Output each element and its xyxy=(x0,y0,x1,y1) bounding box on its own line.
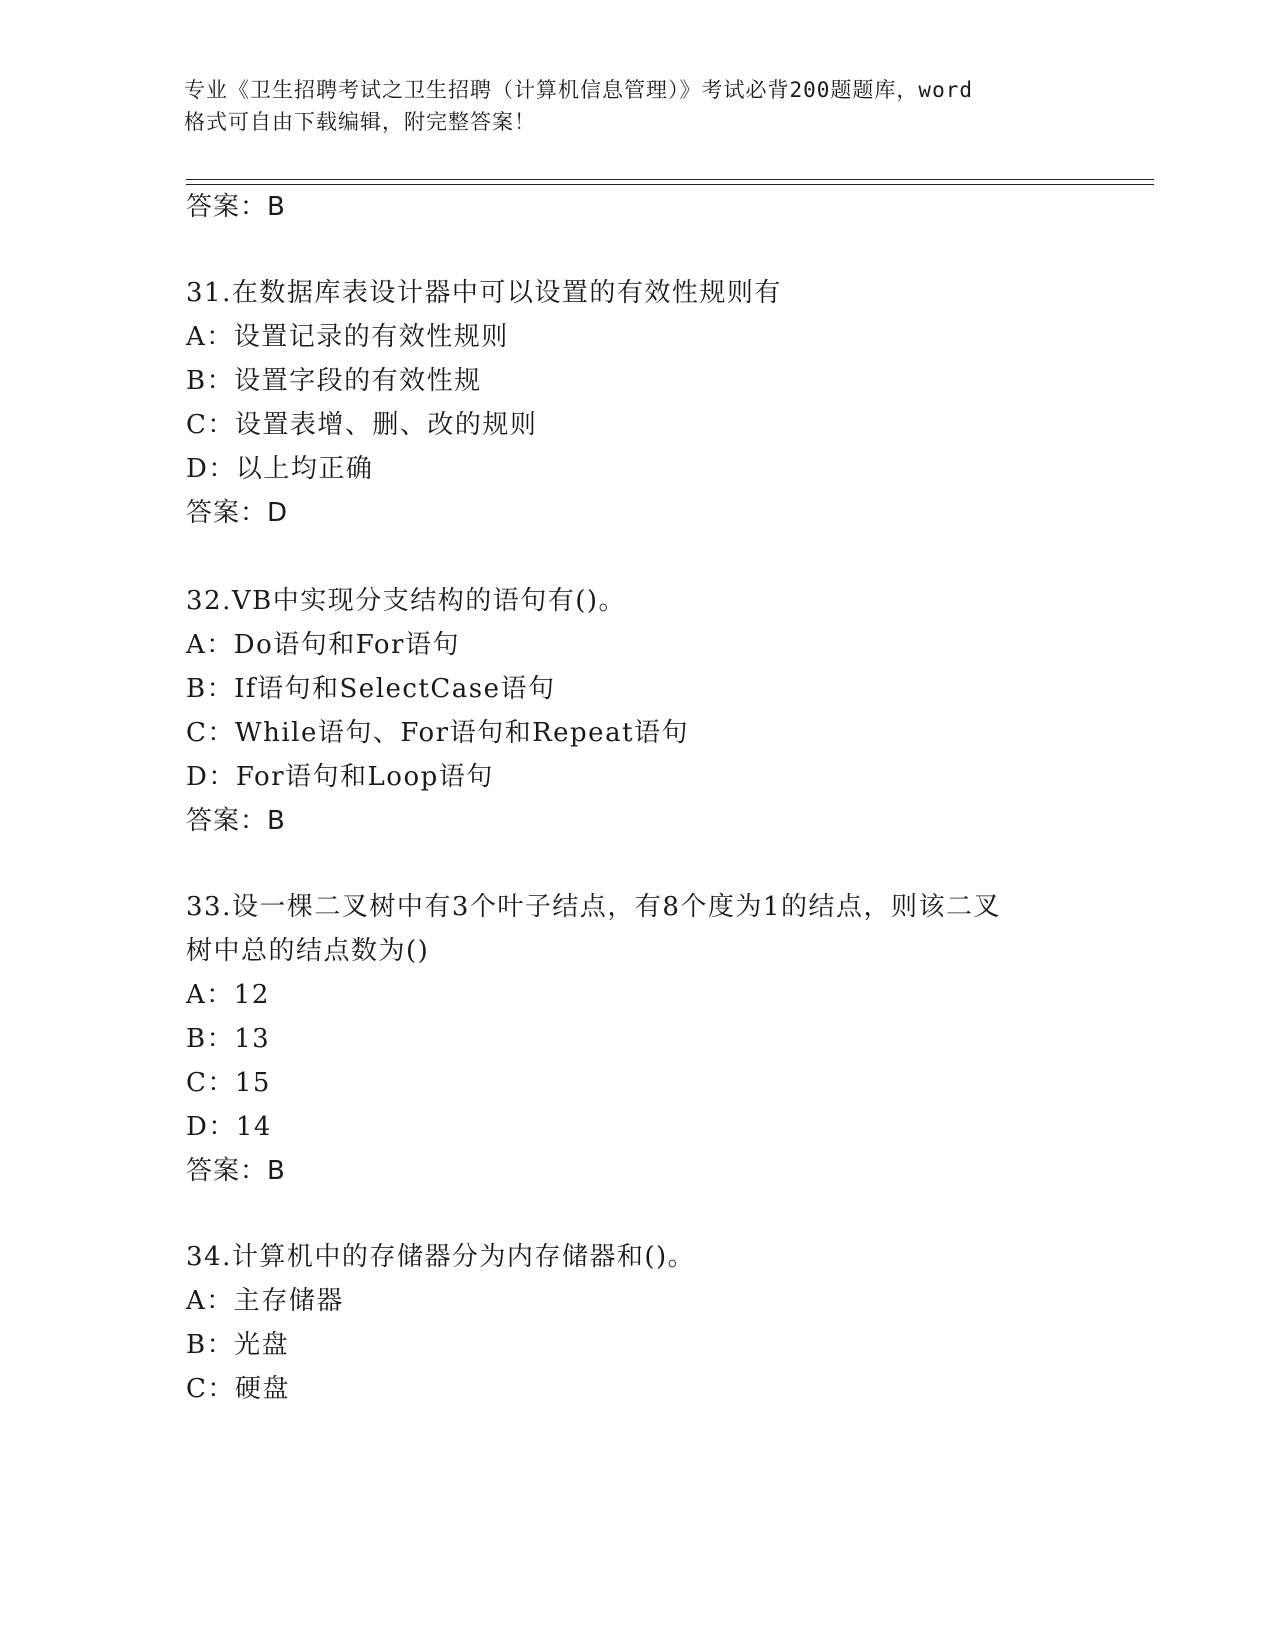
option-c: C：15 xyxy=(186,1068,271,1098)
option-d: D：For语句和Loop语句 xyxy=(186,762,494,792)
option-b: B：13 xyxy=(186,1024,271,1054)
answer-label: 答案：B xyxy=(186,806,286,836)
answer-label: 答案：D xyxy=(186,498,289,528)
question-stem: 34.计算机中的存储器分为内存储器和()。 xyxy=(186,1242,696,1272)
question-stem: 32.VB中实现分支结构的语句有()。 xyxy=(186,586,627,616)
question-stem: 31.在数据库表设计器中可以设置的有效性规则有 xyxy=(186,278,782,308)
option-c: C：硬盘 xyxy=(186,1374,290,1404)
answer-label: 答案：B xyxy=(186,1156,286,1186)
option-a: A：Do语句和For语句 xyxy=(186,630,460,660)
header-divider-bottom xyxy=(186,184,1154,185)
option-d: D：以上均正确 xyxy=(186,454,374,484)
option-b: B：设置字段的有效性规 xyxy=(186,366,482,396)
header-line-1: 专业《卫生招聘考试之卫生招聘（计算机信息管理）》考试必背200题题库，word xyxy=(184,78,973,102)
option-b: B：If语句和SelectCase语句 xyxy=(186,674,556,704)
header-divider-top xyxy=(186,179,1154,180)
option-b: B：光盘 xyxy=(186,1330,290,1360)
option-c: C：While语句、For语句和Repeat语句 xyxy=(186,718,690,748)
header-line-2: 格式可自由下载编辑，附完整答案！ xyxy=(184,110,536,134)
question-stem-line-2: 树中总的结点数为() xyxy=(186,936,430,966)
option-d: D：14 xyxy=(186,1112,272,1142)
option-c: C：设置表增、删、改的规则 xyxy=(186,410,538,440)
question-stem-line-1: 33.设一棵二叉树中有3个叶子结点，有8个度为1的结点，则该二叉 xyxy=(186,892,1001,922)
option-a: A：主存储器 xyxy=(186,1286,344,1316)
document-header xyxy=(184,74,1084,138)
option-a: A：设置记录的有效性规则 xyxy=(186,322,509,352)
option-a: A：12 xyxy=(186,980,270,1010)
answer-label: 答案：B xyxy=(186,192,286,222)
